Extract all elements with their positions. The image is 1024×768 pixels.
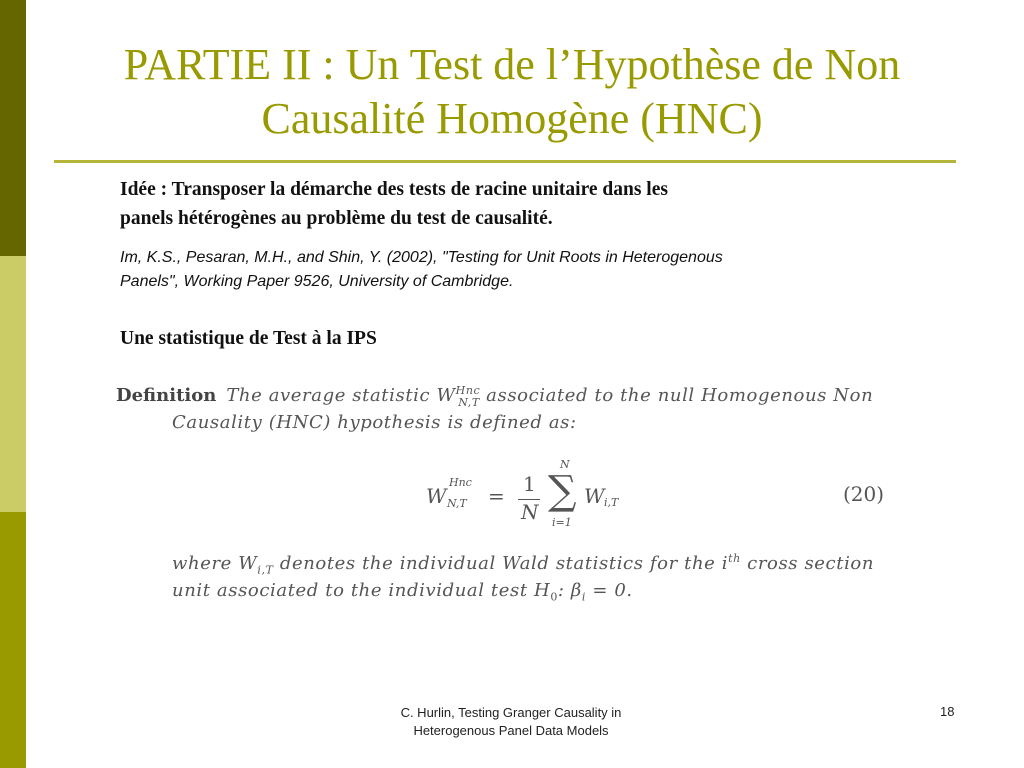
sum-symbol: ∑ [548, 468, 577, 514]
footer-line1: C. Hurlin, Testing Granger Causality in [400, 705, 622, 720]
eq-equals: = [488, 484, 505, 508]
math-sub-it: i,T [257, 563, 274, 577]
slide-title [40, 38, 984, 146]
idea-paragraph [120, 175, 880, 233]
footer-line2: Heterogenous Panel Data Models [413, 723, 609, 738]
idea-line1: Idée : Transposer la démarche des tests de racine unitaire dans les [120, 179, 668, 200]
eq-lhs-w: W [426, 484, 447, 508]
definition-text: associated to the null Homogenous Non [486, 385, 874, 406]
slide-title-line1: PARTIE II : Un Test de l’Hypothèse de Non [123, 40, 901, 89]
slide-title-line2: Causalité Homogène (HNC) [261, 94, 763, 143]
sum-lower: i=1 [552, 516, 572, 529]
reference-citation [120, 246, 910, 294]
math-h: H [534, 580, 551, 601]
idea-line2: panels hétérogènes au problème du test de causalité. [120, 208, 553, 229]
definition-text: The average statistic [226, 385, 431, 406]
definition-label: Definition [116, 385, 217, 406]
definition-line1 [116, 384, 873, 409]
math-sup-hnc: Hnc [455, 384, 481, 397]
reference-line1: Im, K.S., Pesaran, M.H., and Shin, Y. (2002), "Testing for Unit Roots in Heterogenous [120, 249, 723, 266]
definition-text: denotes the individual Wald statistics for the [279, 553, 716, 574]
eq-lhs-sub: N,T [447, 497, 467, 510]
sidebar-block-light [0, 256, 26, 512]
math-w: W [238, 553, 258, 574]
definition-text: cross section [747, 553, 875, 574]
math-h-sub: 0 [550, 590, 558, 604]
definition-text: where [172, 553, 232, 574]
definition-line3 [172, 552, 874, 577]
title-divider [54, 160, 956, 163]
equation-number: (20) [843, 482, 885, 506]
math-beta: : β [557, 580, 582, 601]
page-number: 18 [940, 704, 955, 719]
definition-line4 [172, 580, 633, 604]
math-beta-tail: = 0. [586, 580, 633, 601]
eq-rhs-sub: i,T [604, 496, 619, 509]
equation [426, 458, 626, 538]
math-w: W [436, 385, 456, 406]
math-sub-nt: N,T [458, 395, 480, 409]
eq-lhs-sup: Hnc [449, 476, 472, 489]
eq-denominator: N [521, 500, 539, 524]
footer-citation [330, 704, 692, 740]
definition-line2: Causality (HNC) hypothesis is defined as: [172, 412, 577, 433]
math-i: i [721, 553, 729, 574]
sum-upper: N [560, 458, 570, 471]
definition-image [116, 378, 896, 608]
sidebar-block-olive [0, 512, 26, 768]
statistic-symbol [436, 384, 481, 409]
decorative-sidebar [0, 0, 26, 768]
subheading: Une statistique de Test à la IPS [120, 328, 377, 349]
sidebar-block-dark [0, 0, 26, 256]
eq-rhs-w: W [584, 484, 605, 508]
math-beta-sub: i [581, 590, 587, 604]
eq-numerator: 1 [523, 472, 536, 496]
definition-text: unit associated to the individual test [172, 580, 528, 601]
math-th: th [728, 552, 741, 565]
reference-line2: Panels", Working Paper 9526, University of Cambridge. [120, 273, 514, 290]
